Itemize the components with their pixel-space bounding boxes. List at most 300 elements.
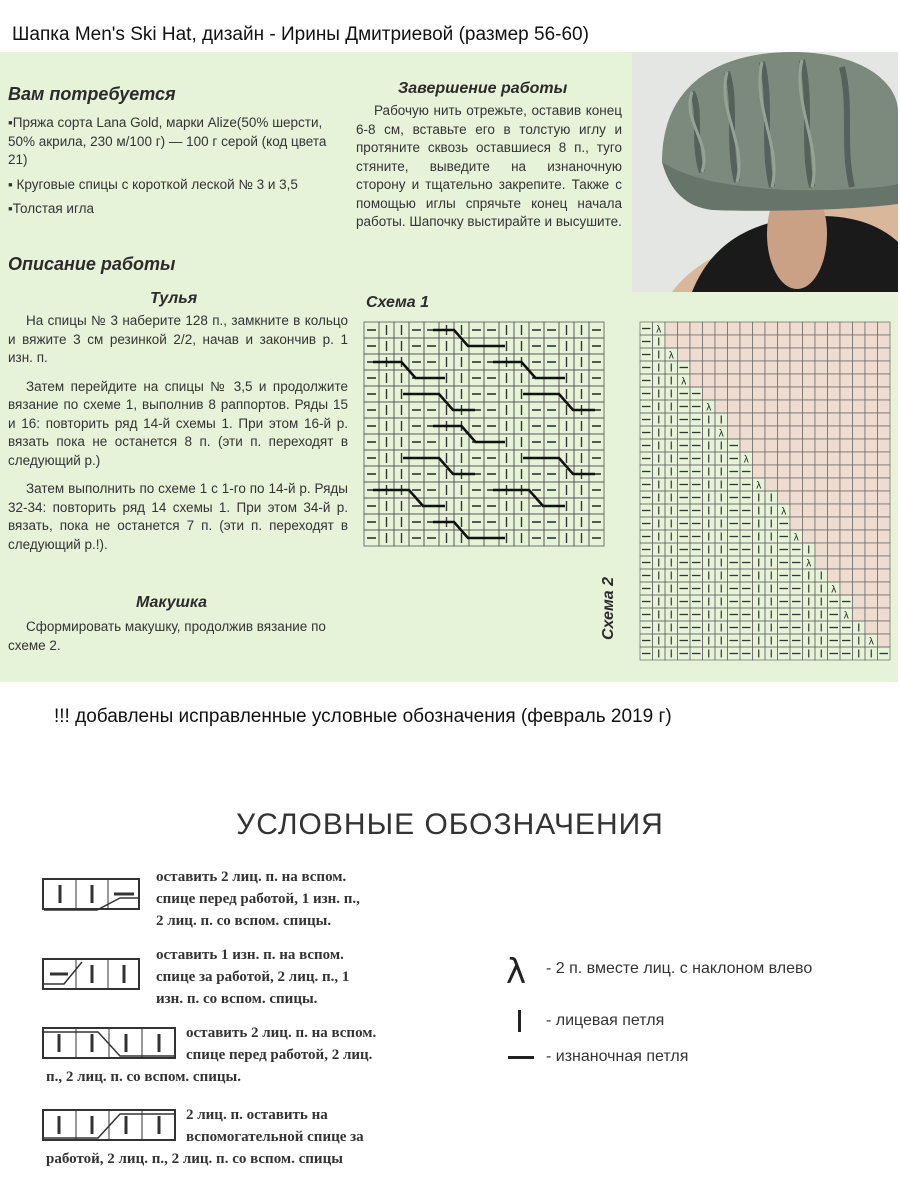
grid-cell xyxy=(740,335,753,348)
grid-cell xyxy=(753,426,766,439)
grid-cell xyxy=(878,413,891,426)
grid-cell xyxy=(678,348,691,361)
grid-cell xyxy=(853,387,866,400)
decrease-mark: λ xyxy=(718,428,724,440)
grid-cell xyxy=(878,426,891,439)
grid-cell xyxy=(778,478,791,491)
grid-cell xyxy=(865,595,878,608)
grid-cell xyxy=(765,413,778,426)
grid-cell xyxy=(815,439,828,452)
grid-cell xyxy=(665,335,678,348)
grid-cell xyxy=(753,348,766,361)
grid-cell xyxy=(853,335,866,348)
grid-cell xyxy=(790,400,803,413)
grid-cell xyxy=(790,478,803,491)
grid-cell xyxy=(878,517,891,530)
grid-cell xyxy=(765,374,778,387)
grid-cell xyxy=(828,400,841,413)
grid-cell xyxy=(803,413,816,426)
tulya-heading: Тулья xyxy=(150,290,198,307)
grid-cell xyxy=(853,322,866,335)
makushka-heading: Макушка xyxy=(136,594,208,611)
grid-cell xyxy=(778,439,791,452)
grid-cell xyxy=(778,491,791,504)
grid-cell xyxy=(728,400,741,413)
grid-cell xyxy=(853,426,866,439)
grid-cell xyxy=(803,439,816,452)
grid-cell xyxy=(778,348,791,361)
grid-cell xyxy=(840,374,853,387)
grid-cell xyxy=(878,530,891,543)
grid-cell xyxy=(828,504,841,517)
grid-cell xyxy=(728,374,741,387)
grid-cell xyxy=(790,335,803,348)
finishing-heading: Завершение работы xyxy=(398,80,568,97)
grid-cell xyxy=(853,504,866,517)
grid-cell xyxy=(765,452,778,465)
grid-cell xyxy=(840,400,853,413)
grid-cell xyxy=(815,374,828,387)
grid-cell xyxy=(853,608,866,621)
makushka-text xyxy=(8,618,348,655)
list-item: ▪Пряжа сорта Lana Gold, марки Alize(50% шерсти, 50% акрила, 230 м/100 г) — 100 г серой (код цвета 21) xyxy=(8,115,327,167)
grid-cell xyxy=(765,387,778,400)
grid-cell xyxy=(853,569,866,582)
grid-cell xyxy=(853,491,866,504)
grid-cell xyxy=(828,322,841,335)
grid-cell xyxy=(703,322,716,335)
grid-cell xyxy=(840,335,853,348)
grid-cell xyxy=(753,452,766,465)
grid-cell xyxy=(803,348,816,361)
grid-cell xyxy=(878,439,891,452)
grid-cell xyxy=(803,517,816,530)
grid-cell xyxy=(840,439,853,452)
grid-cell xyxy=(828,556,841,569)
grid-cell xyxy=(740,361,753,374)
finishing-text: Рабочую нить отрежьте, оставив конец 6-8 см, вставьте его в толстую иглу и протяните сквозь оставшиеся 8 п., туго стяните, выведите на изнаночную сторону и тщательно закрепите. Также с помощью иглы спрячьте конец начала работы. Шапочку выстирайте и высушите. xyxy=(356,103,622,229)
grid-cell xyxy=(815,322,828,335)
grid-cell xyxy=(840,361,853,374)
grid-cell xyxy=(803,361,816,374)
decrease-mark: λ xyxy=(668,350,674,362)
hat-photo-image xyxy=(632,52,898,292)
grid-cell xyxy=(815,543,828,556)
grid-cell xyxy=(715,387,728,400)
grid-cell xyxy=(840,348,853,361)
grid-cell xyxy=(753,465,766,478)
grid-cell xyxy=(765,335,778,348)
grid-cell xyxy=(840,530,853,543)
grid-cell xyxy=(815,426,828,439)
grid-cell xyxy=(740,348,753,361)
grid-cell xyxy=(815,361,828,374)
grid-cell xyxy=(765,348,778,361)
grid-cell xyxy=(728,348,741,361)
grid-cell xyxy=(853,582,866,595)
cable-symbol-3 xyxy=(42,1026,178,1060)
decrease-mark: λ xyxy=(743,454,749,466)
decrease-mark: λ xyxy=(756,480,762,492)
grid-cell xyxy=(790,504,803,517)
grid-cell xyxy=(728,426,741,439)
grid-cell xyxy=(853,556,866,569)
grid-cell xyxy=(803,322,816,335)
grid-cell xyxy=(853,348,866,361)
grid-cell xyxy=(828,335,841,348)
grid-cell xyxy=(815,504,828,517)
grid-cell xyxy=(853,478,866,491)
grid-cell xyxy=(865,582,878,595)
grid-cell xyxy=(865,530,878,543)
grid-cell xyxy=(803,400,816,413)
decrease-mark: λ xyxy=(681,376,687,388)
grid-cell xyxy=(728,335,741,348)
grid-cell xyxy=(840,322,853,335)
grid-cell xyxy=(728,361,741,374)
grid-cell xyxy=(803,530,816,543)
grid-cell xyxy=(765,439,778,452)
decrease-symbol-icon: λ xyxy=(506,952,527,992)
grid-cell xyxy=(740,439,753,452)
grid-cell xyxy=(753,335,766,348)
grid-cell xyxy=(715,348,728,361)
grid-cell xyxy=(803,465,816,478)
cable-symbol-4 xyxy=(42,1108,178,1142)
grid-cell xyxy=(840,582,853,595)
grid-cell xyxy=(878,387,891,400)
grid-cell xyxy=(665,322,678,335)
grid-cell xyxy=(865,569,878,582)
scheme1-grid xyxy=(364,322,604,546)
grid-cell xyxy=(878,335,891,348)
grid-cell xyxy=(703,348,716,361)
grid-cell xyxy=(740,400,753,413)
cable-text-1: оставить 2 лиц. п. на вспом. спице перед работой, 1 изн. п., 2 лиц. п. со вспом. спицы. xyxy=(156,869,360,929)
grid-cell xyxy=(815,491,828,504)
grid-cell xyxy=(865,413,878,426)
purl-symbol-icon xyxy=(508,1056,534,1059)
grid-cell xyxy=(703,387,716,400)
grid-cell xyxy=(828,478,841,491)
grid-cell xyxy=(840,517,853,530)
grid-cell xyxy=(703,335,716,348)
grid-cell xyxy=(878,348,891,361)
grid-cell xyxy=(690,361,703,374)
grid-cell xyxy=(778,322,791,335)
grid-cell xyxy=(803,478,816,491)
scheme1-label: Схема 1 xyxy=(366,294,430,311)
grid-cell xyxy=(828,348,841,361)
grid-cell xyxy=(878,465,891,478)
grid-cell xyxy=(815,400,828,413)
grid-cell xyxy=(753,400,766,413)
grid-cell xyxy=(740,374,753,387)
grid-cell xyxy=(853,465,866,478)
correction-note: !!! добавлены исправленные условные обозначения (февраль 2019 г) xyxy=(54,706,672,727)
grid-cell xyxy=(753,374,766,387)
paragraph: Затем перейдите на спицы № 3,5 и продолжите вязание по схеме 1, выполнив 8 раппортов. Ряды 15 и 16: повторить ряд 14-й схемы 1. При этом 16-й р. вязать пока не останется 8 п. (эти п. переходят в следующий р.) xyxy=(8,378,348,468)
grid-cell xyxy=(853,543,866,556)
grid-cell xyxy=(753,413,766,426)
grid-cell xyxy=(828,465,841,478)
grid-cell xyxy=(790,387,803,400)
decrease-mark: λ xyxy=(706,402,712,414)
grid-cell xyxy=(815,335,828,348)
grid-cell xyxy=(790,348,803,361)
decrease-mark: λ xyxy=(831,584,837,596)
grid-cell xyxy=(778,452,791,465)
grid-cell xyxy=(790,361,803,374)
grid-cell xyxy=(853,400,866,413)
grid-cell xyxy=(853,361,866,374)
grid-cell xyxy=(778,374,791,387)
hat-photo xyxy=(632,52,898,292)
grid-cell xyxy=(753,361,766,374)
paragraph: Сформировать макушку, продолжив вязание по схеме 2. xyxy=(8,619,326,653)
legend-title: УСЛОВНЫЕ ОБОЗНАЧЕНИЯ xyxy=(236,808,664,841)
scheme1-chart xyxy=(360,318,612,552)
grid-cell xyxy=(765,465,778,478)
grid-cell xyxy=(840,413,853,426)
grid-cell xyxy=(815,478,828,491)
grid-cell xyxy=(865,374,878,387)
grid-cell xyxy=(678,335,691,348)
grid-cell xyxy=(865,322,878,335)
grid-cell xyxy=(865,504,878,517)
grid-cell xyxy=(728,322,741,335)
grid-cell xyxy=(740,322,753,335)
grid-cell xyxy=(803,426,816,439)
grid-cell xyxy=(690,335,703,348)
decrease-symbol-text: - 2 п. вместе лиц. с наклоном влево xyxy=(546,960,813,977)
grid-cell xyxy=(778,335,791,348)
grid-cell xyxy=(790,439,803,452)
grid-cell xyxy=(878,582,891,595)
grid-cell xyxy=(865,621,878,634)
cable-text-4-top: 2 лиц. п. оставить на вспомогательной спице за xyxy=(186,1107,364,1145)
grid-cell xyxy=(878,595,891,608)
grid-cell xyxy=(765,361,778,374)
page-title: Шапка Men's Ski Hat, дизайн - Ирины Дмитриевой (размер 56-60) xyxy=(12,24,589,45)
grid-cell xyxy=(765,478,778,491)
knit-symbol-icon xyxy=(518,1010,521,1032)
grid-cell xyxy=(865,478,878,491)
grid-cell xyxy=(803,374,816,387)
grid-cell xyxy=(728,387,741,400)
grid-cell xyxy=(865,465,878,478)
grid-cell xyxy=(840,556,853,569)
knit-symbol-text: - лицевая петля xyxy=(546,1012,665,1029)
grid-cell xyxy=(815,465,828,478)
grid-cell xyxy=(865,400,878,413)
grid-cell xyxy=(865,452,878,465)
grid-cell xyxy=(753,439,766,452)
grid-cell xyxy=(840,491,853,504)
grid-cell xyxy=(803,504,816,517)
decrease-mark: λ xyxy=(843,610,849,622)
grid-cell xyxy=(778,413,791,426)
decrease-mark: λ xyxy=(656,324,662,336)
grid-cell xyxy=(840,465,853,478)
grid-cell xyxy=(790,322,803,335)
grid-cell xyxy=(878,452,891,465)
grid-cell xyxy=(765,322,778,335)
grid-cell xyxy=(878,491,891,504)
grid-cell xyxy=(853,530,866,543)
grid-cell xyxy=(815,556,828,569)
grid-cell xyxy=(765,426,778,439)
grid-cell xyxy=(865,387,878,400)
grid-cell xyxy=(790,517,803,530)
grid-cell xyxy=(840,504,853,517)
grid-cell xyxy=(740,413,753,426)
grid-cell xyxy=(715,361,728,374)
grid-cell xyxy=(828,517,841,530)
grid-cell xyxy=(878,322,891,335)
grid-cell xyxy=(828,452,841,465)
grid-cell xyxy=(690,348,703,361)
paragraph: На спицы № 3 наберите 128 п., замкните в кольцо и вяжите 3 см резинкой 2/2, начав и закончив р. 1 изн. п. xyxy=(8,313,348,365)
grid-cell xyxy=(878,608,891,621)
grid-cell xyxy=(803,491,816,504)
description-heading: Описание работы xyxy=(8,254,176,274)
grid-cell xyxy=(828,491,841,504)
cable-symbol-1 xyxy=(42,876,142,912)
grid-cell xyxy=(715,322,728,335)
grid-cell xyxy=(815,530,828,543)
paragraph: Затем выполнить по схеме 1 с 1-го по 14-й р. Ряды 32-34: повторить ряд 14 схемы 1. При этом 34-й р. вязать, пока не останется 7 п. (эти п. переходят в следующий р.!). xyxy=(8,481,348,552)
grid-cell xyxy=(765,400,778,413)
grid-cell xyxy=(853,452,866,465)
grid-cell xyxy=(778,387,791,400)
grid-cell xyxy=(840,478,853,491)
grid-cell xyxy=(703,374,716,387)
scheme2-chart xyxy=(638,320,894,664)
grid-cell xyxy=(690,322,703,335)
grid-cell xyxy=(678,322,691,335)
purl-symbol-text: - изнаночная петля xyxy=(546,1048,689,1065)
grid-cell xyxy=(853,595,866,608)
cable-symbol-2 xyxy=(42,956,142,992)
grid-cell xyxy=(828,387,841,400)
grid-cell xyxy=(878,504,891,517)
grid-cell xyxy=(790,374,803,387)
grid-cell xyxy=(840,387,853,400)
grid-cell xyxy=(715,374,728,387)
scheme2-grid xyxy=(640,322,890,660)
grid-cell xyxy=(865,491,878,504)
grid-cell xyxy=(865,348,878,361)
grid-cell xyxy=(865,543,878,556)
grid-cell xyxy=(828,413,841,426)
grid-cell xyxy=(853,439,866,452)
grid-cell xyxy=(815,517,828,530)
grid-cell xyxy=(778,361,791,374)
cable-text-3-top: оставить 2 лиц. п. на вспом. спице перед работой, 2 лиц. xyxy=(186,1025,377,1063)
decrease-mark: λ xyxy=(781,506,787,518)
grid-cell xyxy=(740,426,753,439)
decrease-mark: λ xyxy=(868,636,874,648)
grid-cell xyxy=(828,426,841,439)
grid-cell xyxy=(753,322,766,335)
grid-cell xyxy=(865,439,878,452)
grid-cell xyxy=(790,465,803,478)
grid-cell xyxy=(753,387,766,400)
grid-cell xyxy=(865,608,878,621)
requirements-heading: Вам потребуется xyxy=(8,84,176,104)
pattern-page xyxy=(0,52,898,682)
grid-cell xyxy=(715,335,728,348)
grid-cell xyxy=(740,387,753,400)
grid-cell xyxy=(840,543,853,556)
grid-cell xyxy=(815,348,828,361)
cable-text-2: оставить 1 изн. п. на вспом. спице за работой, 2 лиц. п., 1 изн. п. со вспом. спицы. xyxy=(156,947,350,1007)
requirements-list xyxy=(8,114,348,219)
grid-cell xyxy=(803,387,816,400)
grid-cell xyxy=(878,621,891,634)
grid-cell xyxy=(865,426,878,439)
grid-cell xyxy=(853,374,866,387)
decrease-mark: λ xyxy=(793,532,799,544)
grid-cell xyxy=(828,361,841,374)
grid-cell xyxy=(790,413,803,426)
grid-cell xyxy=(728,413,741,426)
grid-cell xyxy=(790,491,803,504)
list-item: ▪ Круговые спицы с короткой леской № 3 и 3,5 xyxy=(8,176,298,192)
grid-cell xyxy=(790,426,803,439)
grid-cell xyxy=(865,361,878,374)
grid-cell xyxy=(878,556,891,569)
decrease-mark: λ xyxy=(806,558,812,570)
scheme2-label: Схема 2 xyxy=(600,576,617,640)
grid-cell xyxy=(778,465,791,478)
grid-cell xyxy=(878,374,891,387)
grid-cell xyxy=(815,413,828,426)
list-item: ▪Толстая игла xyxy=(8,201,94,216)
grid-cell xyxy=(853,517,866,530)
grid-cell xyxy=(828,374,841,387)
grid-cell xyxy=(828,439,841,452)
grid-cell xyxy=(878,543,891,556)
grid-cell xyxy=(840,569,853,582)
grid-cell xyxy=(853,413,866,426)
grid-cell xyxy=(878,400,891,413)
grid-cell xyxy=(828,569,841,582)
cable-text-4-bottom: работой, 2 лиц. п., 2 лиц. п. со вспом. спицы xyxy=(46,1151,343,1167)
grid-cell xyxy=(815,452,828,465)
grid-cell xyxy=(790,452,803,465)
grid-cell xyxy=(828,543,841,556)
grid-cell xyxy=(778,426,791,439)
grid-cell xyxy=(828,530,841,543)
grid-cell xyxy=(865,556,878,569)
grid-cell xyxy=(840,452,853,465)
grid-cell xyxy=(803,452,816,465)
grid-cell xyxy=(815,387,828,400)
grid-cell xyxy=(865,517,878,530)
cable-text-3-bottom: п., 2 лиц. п. со вспом. спицы. xyxy=(46,1069,241,1085)
grid-cell xyxy=(840,426,853,439)
grid-cell xyxy=(878,361,891,374)
grid-cell xyxy=(778,400,791,413)
grid-cell xyxy=(703,361,716,374)
grid-cell xyxy=(878,634,891,647)
grid-cell xyxy=(803,335,816,348)
grid-cell xyxy=(690,374,703,387)
grid-cell xyxy=(865,335,878,348)
tulya-text xyxy=(8,312,348,554)
